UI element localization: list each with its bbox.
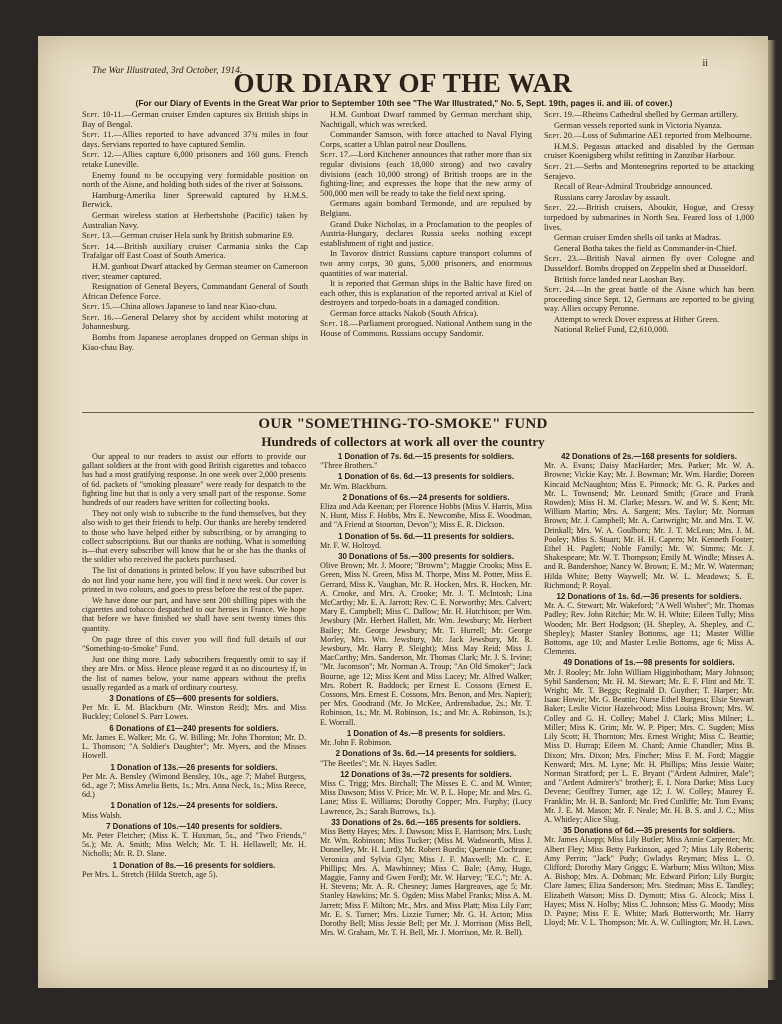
diary-entry-text: German cruiser Emden shells oil tanks at Madras. — [554, 233, 721, 243]
donation-heading: 2 Donations of 3s. 6d.—14 presents for soldiers. — [335, 749, 517, 759]
diary-entry — [320, 279, 532, 308]
fund-donations-1 — [82, 694, 306, 879]
diary-entry — [82, 191, 308, 210]
donation-group — [544, 826, 754, 927]
fund-intro-paragraph: We have done our part, and have sent 200 shilling pipes with the cigarettes and tobacco despatched to our heroes in France. We hope that before we have finished we shall have sent twenty times this quantity. — [82, 596, 306, 633]
donor-names: Mr. James E. Walker; Mr. G. W. Billing; Mr. John Thornton; Mr. D. L. Thomson; "A Soldier's Daughter"; Mr. Myers, and the Misses Howell. — [82, 732, 306, 761]
diary-entry — [320, 199, 532, 218]
diary-entry-text: —General Delarey shot by accident whilst motoring at Johannesburg. — [82, 312, 308, 332]
diary-column-2 — [320, 110, 532, 340]
donor-names: "The Beetles"; Mr. N. Hayes Sadler. — [320, 758, 438, 768]
donor-names: Miss C. Trigg; Mrs. Birchall; The Misses E. C. and M. Winter; Miss Dawson; Miss V. Price; Mr. W. P. L. Hope; Mr. and Mrs. G. Lane; Miss E. Williams; Dorothy Copper; Mrs. Furphy; (Lucy Lawrence, 2s.; Sarah Burrows, 1s.). — [320, 778, 532, 816]
diary-entry-text: —British cruisers, Aboukir, Hogue, and Cressy torpedoed by submarines in North Sea. Feared loss of 1,000 lives. — [544, 203, 755, 232]
donation-heading: 2 Donations of 6s.—24 presents for soldiers. — [342, 492, 510, 502]
diary-entry-date: Sept. 19. — [544, 110, 574, 119]
diary-entry-text: Resignation of General Beyers, Commandant General of South African Defence Force. — [82, 282, 308, 301]
donation-group — [320, 452, 532, 470]
donor-names: Miss Walsh. — [82, 810, 122, 820]
fund-column-3 — [544, 452, 754, 929]
fund-column-1 — [82, 452, 306, 881]
diary-entry-text: German wireless station at Herbertshohe (Pacific) taken by Australian Navy. — [82, 210, 308, 230]
diary-entry-date: Sept. 23. — [544, 254, 579, 264]
diary-entry-text: Grand Duke Nicholas, in a Proclamation to the peoples of Austria-Hungary, declares Russia seeks nothing except establishment of right and justice. — [320, 219, 532, 248]
donor-names: Mr. A. Evans; Daisy MacHarder; Mrs. Parker; Mr. W. A. Browne; Vickie Kay; Mr. J. Bowman; Mr. Wm. Hardie; Doreen Kincaid McNaughton; Miss E. Pinnock; Mr. G. R. Parkes and Mr. L. Townsend; Mr. Leonard Smith; (Grace and Frank Rowden); Miss H. M. Clarke; Messrs. W. and W. S. Kent; Mr. William Martin; Mrs. A. Sargent; Mrs. Taylor; Mr. Norman Brown; Mr. J. Campbell; Mr. A. Cartwright; Mr. and Mrs. T. W. Drinkall; Mrs. W. A. Goulborn; Mr. J. T. McLean; Mrs. J. M. Pooley; Miss S. Stuart; Mr. H. H. Capern; Mr. Kenneth Foster; Ethel H. Paglett; Noble Family; Mr. W. Simms; Mr. J. Shakespeare; Mr. W. T. Thompson; Emily M. Windle; Misses A. and R. Bandershoe; Nancy W. Brown; E. M.; Mr. W. Waterman; Hilda White; Betty Waywell; Mr. W. L. Meadows; S. E. Richmond; P. Royal. — [544, 461, 754, 590]
diary-entry — [82, 282, 308, 301]
diary-entry — [544, 315, 754, 325]
donor-names: Olive Brown; Mr. J. Moore; "Browns"; Maggie Crooks; Miss E. Green, Miss N. Green, Miss M. Thorpe, Miss M. Potter, Miss E. Gerrard, Miss K. Vaughan, Mr. R. Hocken, Mrs. R. Hocken, Mr. A. Crooke, and Mrs. A. Crooke; Mr. J. T. McIntosh; Lina McCarthy; Mr. E. A. Jarrott; Rev. C. E. Norworthy; Mrs. Calvert; Mary E. Campbell; Miss C. Dallow; Mr. H. Hutchison; per Wm. Jewsbury (Mr. Herbert Hallett, Mr. Wm. Jewsbury; Mr. Herbert Bailey; Mr. George Jewsbury; Mr. T. Hurrell; Mr. George Morley, Mrs. Wm. Jewsbury, Mr. Jack Jewsbury, Mr. R. Jewsbury, Mr. Harry P. Sleight); Miss May Reid; Miss J. MacCarthy; Mrs. Sanderson, Mr. Thomas Clark; Mr. J. S. Irvine; "Mr. Jacomson"; Mr. Norman A. Troup; "An Old Smoker"; Jack Bourne, age 12; Miss Kent and Miss Lacey; Mr. Alfred Walker; Mrs. Robert R. Baddock; per Ernest E. Cossons (Ernest E. Cossons, Mrs. Ernest E. Cossons, Mrs. Benon, and Mrs. Napier); per Mrs. Goodrand (Mr. Jo McKee, Ardrensbadue, 2s.; Mr. T. Robinson, 1s.; Mr. M. Robinson, 1s.; and Mr. A. Robinson, 1s.); E. Worrall. — [320, 561, 532, 727]
donation-group — [82, 801, 306, 819]
diary-entry — [544, 142, 754, 161]
donor-names: Mr. A. C. Stewart; Mr. Wakeford; "A Well Wisher"; Mr. Thomas Padley; Rev. John Ritchie; Mr. W. H. White; Eileen Tully; Miss Wooden; Mr. Bert Hodgson; (H. Shepley, A. Shepley, and C. Shepley); Master Stanley Bottoms, age 11; Master Willie Bottoms, age 10; and Master Leslie Bottoms, age 6; Miss A. Clements. — [544, 601, 754, 657]
diary-entry — [544, 244, 754, 254]
diary-entry — [544, 233, 754, 243]
donor-names: Mr. John F. Robinson. — [320, 738, 392, 748]
donation-group — [320, 770, 532, 816]
diary-entry-text: —Serbs and Montenegrins reported to be attacking Serajevo. — [544, 161, 754, 181]
fund-title: OUR "SOMETHING-TO-SMOKE" FUND — [258, 416, 548, 432]
diary-entry — [82, 242, 308, 261]
diary-entry-date: Sept. 15. — [82, 302, 112, 312]
diary-entry-date: Sept. 17. — [320, 150, 351, 160]
donor-names: Mr. Wm. Blackburn. — [320, 481, 388, 491]
donation-group — [320, 552, 532, 727]
diary-entry — [82, 130, 308, 149]
fund-intro — [82, 452, 306, 692]
fund-intro-paragraph: They not only wish to subscribe to the fund themselves, but they also wish to get their friends to help. Our thanks are hereby tendered to those who have helped either by subscribing, or by arranging to collect subscriptions. But our thanks are nothing. What is something is—that every subscriber will know that he or she has the thanks of the soldier who received the packets purchased. — [82, 509, 306, 565]
diary-entry-text: German force attacks Nakob (South Africa). — [330, 308, 479, 318]
diary-entry — [82, 211, 308, 230]
diary-entry-text: —British Naval airmen fly over Cologne and Dusseldorf. Bombs dropped on Zeppelin shed at Dusseldorf. — [544, 254, 755, 273]
diary-entry-text: Russians carry Jaroslav by assault. — [554, 192, 671, 202]
donor-names: Per Mr. E. M. Blackburn (Mr. Winston Reid); Mrs. and Miss Buckley; Colonel S. Parr Lowes. — [82, 703, 306, 722]
diary-entry-date: Sept. 10-11. — [82, 110, 124, 119]
fund-column-2 — [320, 452, 532, 939]
diary-entry-text: —German cruiser Hela sunk by British submarine E9. — [111, 231, 294, 241]
donation-heading: 12 Donations of 3s.—72 presents for soldiers. — [340, 769, 512, 779]
diary-entry-text: British force landed near Laoshan Bay. — [554, 274, 685, 284]
donation-group — [82, 694, 306, 722]
diary-entry-text: —Allies capture 6,000 prisoners and 160 guns. French retake Luneville. — [82, 150, 308, 169]
diary-entry — [320, 220, 532, 249]
diary-entry-date: Sept. 24. — [544, 285, 576, 295]
diary-entry-text: German vessels reported sunk in Victoria Nyanza. — [554, 120, 722, 130]
diary-entry-date: Sept. 13. — [82, 231, 112, 241]
diary-entry-text: Attempt to wreck Dover express at Hither Green. — [554, 314, 720, 324]
diary-subtitle: (For our Diary of Events in the Great War prior to September 10th see "The War Illustrated," No. 5, Sept. 19th, pages ii. and iii. of cover.) — [135, 98, 673, 108]
diary-entry-date: Sept. 12. — [82, 150, 114, 160]
donation-group — [320, 493, 532, 530]
diary-entry — [82, 302, 308, 312]
diary-entry-text: National Relief Fund, £2,610,000. — [554, 325, 669, 335]
diary-entry — [544, 193, 754, 203]
diary-entry-date: Sept. 14. — [82, 241, 116, 251]
diary-entry — [82, 171, 308, 190]
donation-heading: 7 Donations of 10s.—140 presents for soldiers. — [106, 821, 282, 831]
donor-names: Mr. J. Rooley; Mr. John William Higginbotham; Mary Johnson; Sybil Sanderson; Mr. H. M. Stewart; Mr. E. F. Flint and Mr. T. Wright; Mr. T. Beggs; Reginald D. Guyther; T. Harper; Mr. Isaac Howie; Mr. G. Beattie; Nurse Ethel Burgess; Elsie Stewart Baker; Leslie Victor Hazelwood; Miss Louisa Brown; Mrs. W. Colley and G. H. Colley; Mabel J. Clark; Miss Milner; L. Miller; Miss K. Grim; Mr. W. P. Piper; Mrs. C. Sugden; Miss Lily Scott; H. Thornton; Mrs. Ernest Wright; Miss C. Beattie; Miss D. Hurrap; Eileen M. Chard; Annie Chandler; Miss B. Dixon; Mrs. Dixon; Mrs. Fincher; Miss F. M. Ford; Maggie Kenward; Mrs. M. Lyne; Mr. H. Phillips; Miss Jessie Waite; Norman Stratford; per L. E. Bryant ("Ardent Admirer, Male"; and "Ardent Admirer's" brother); E. I. Nora Darke; Miss Lucy Devene; Geoffrey Turner, age 12; J. W. Colley; Maurey E. Franklin; Mr. H. B. Sanford; Mr. Fred Cunliffe; Mr. Tom Evans; Mr. J. E. M. Mason; Mr. F. Neale; Mr. H. B. S. and J. C.; Miss A. Whitley; Alice Slug. — [544, 667, 754, 824]
diary-entry — [544, 275, 754, 285]
donation-heading: 33 Donations of 2s. 6d.—165 presents for soldiers. — [331, 817, 521, 827]
diary-entry — [82, 333, 308, 352]
diary-entry — [82, 110, 308, 129]
diary-entry — [544, 162, 754, 181]
diary-entry-date: Sept. 20. — [544, 131, 574, 141]
diary-entry-text: Recall of Rear-Admiral Troubridge announced. — [554, 182, 713, 192]
donation-heading: 12 Donations of 1s. 6d.—36 presents for soldiers. — [556, 592, 742, 602]
diary-entry — [320, 249, 532, 278]
diary-entry-text: General Botha takes the field as Commander-in-Chief. — [554, 243, 737, 253]
diary-entry — [82, 262, 308, 281]
diary-entry-text: —Parliament prorogued. National Anthem sung in the House of Commons. Russians occupy Sandomir. — [320, 319, 532, 339]
diary-entry-date: Sept. 16. — [82, 312, 114, 322]
diary-entry — [320, 319, 532, 338]
donation-heading: 1 Donation of 6s. 6d.—13 presents for soldiers. — [337, 472, 515, 482]
diary-entry-date: Sept. 18. — [320, 319, 351, 329]
fund-intro-paragraph: Our appeal to our readers to assist our efforts to provide our gallant soldiers at the front with good British cigarettes and tobacco has had a most gratifying response. In one week over 2,000 presents of 6d. packets of "smoking pleasure" were ready for despatch to the fighting line but that is only a very small part of the response. Some hundreds of our readers have written for collecting books. — [82, 452, 306, 508]
donor-names: Per Mr. A. Bensley (Wimond Bensley, 10s., age 7; Mabel Burgess, 6d., age 7; Miss Amelia Betts, 1s.; Mrs. Anna Neck, 1s.; Miss Reece, 6d.) — [82, 771, 306, 800]
diary-entry-text: In Tavorov district Russians capture transport columns of two army corps, 30 guns, 5,000 prisoners, and enormous quantities of war material. — [320, 249, 532, 278]
diary-entry-text: H.M.S. Pegasus attacked and disabled by the German cruiser Koenigsberg whilst refitting in Zanzibar Harbour. — [544, 141, 754, 161]
donation-heading: 49 Donations of 1s.—98 presents for soldiers. — [563, 658, 735, 668]
donation-group — [320, 818, 532, 938]
donation-heading: 1 Donation of 8s.—16 presents for soldiers. — [112, 860, 276, 870]
diary-entry — [544, 110, 754, 120]
diary-column-1 — [82, 110, 308, 353]
fund-intro-paragraph: Just one thing more. Lady subscribers frequently omit to say if they are Mrs. or Miss. Hence please regard it as no discourtesy if, in the list of names below, your name appears without the prefix usually regarded as a mark of ordinary courtesy. — [82, 655, 306, 692]
diary-entry — [82, 231, 308, 241]
diary-entry-text: H.M. Gunboat Dwarf rammed by German merchant ship, Nachtigall, which was wrecked. — [320, 110, 532, 129]
diary-entry — [320, 309, 532, 319]
diary-entry-text: —Allies reported to have advanced 37¾ miles in four days. Servians reported to have captured Semlin. — [82, 130, 309, 149]
donation-group — [320, 729, 532, 747]
diary-column-3 — [544, 110, 754, 336]
diary-entry-text: —China allows Japanese to land near Kiao-chau. — [111, 302, 277, 312]
donation-group — [544, 592, 754, 656]
donation-group — [544, 452, 754, 590]
donor-names: "Three Brothers." — [320, 461, 378, 471]
donation-heading: 1 Donation of 12s.—24 presents for soldiers. — [110, 801, 278, 811]
donor-names: Per Mrs. L. Stretch (Hilda Stretch, age 5). — [82, 869, 218, 879]
diary-entry-date: Sept. 22. — [544, 203, 578, 213]
diary-entry — [82, 313, 308, 332]
diary-entry-text: Hamburg-Amerika liner Spreewald captured by H.M.S. Berwick. — [82, 190, 308, 210]
donation-heading: 35 Donations of 6d.—35 presents for soldiers. — [563, 826, 735, 836]
diary-entry-date: Sept. 11. — [82, 130, 114, 140]
diary-entry-text: It is reported that German ships in the Baltic have fired on each other, this is explanation of the reported arrival at Kiel of destroyers and torpedo-boats in a damaged condition. — [320, 279, 532, 308]
donor-names: Eliza and Ada Keenan; per Florence Hobbs (Miss V. Harris, Miss N. Hunt, Miss F. Hobbs, Mrs E. Newcombe, Miss E. Woodman, and "A Friend at Stourton, Devon"); Miss E. R. Dickson. — [320, 502, 532, 530]
diary-entry — [320, 150, 532, 198]
donation-group — [82, 861, 306, 879]
diary-entry — [544, 325, 754, 335]
diary-entry-text: —Lord Kitchener announces that rather more than six regular divisions (each 18,000 strong) and two cavalry divisions (each 10,000 strong) of British troops are in the fighting-line; and expresses the hope that the new army of 500,000 men will be ready to take the field next spring. — [320, 150, 532, 198]
donation-heading: 1 Donation of 13s.—26 presents for soldiers. — [110, 762, 278, 772]
donation-heading: 42 Donations of 2s.—168 presents for soldiers. — [561, 452, 737, 461]
fund-subtitle: Hundreds of collectors at work all over the country — [261, 434, 545, 449]
donation-group — [82, 724, 306, 761]
diary-entry-date: Sept. 21. — [544, 161, 576, 171]
diary-entry-text: H.M. gunboat Dwarf attacked by German steamer on Cameroon river; steamer captured. — [82, 261, 308, 281]
diary-entry — [544, 182, 754, 192]
newspaper-page — [38, 36, 768, 988]
donation-heading: 3 Donations of £5—600 presents for soldiers. — [109, 694, 279, 704]
donation-group — [320, 749, 532, 767]
diary-entry-text: —British auxiliary cruiser Carmania sinks the Cap Trafalgar off East Coast of South America. — [82, 241, 308, 261]
page-number: ii — [702, 58, 708, 69]
diary-entry-text: Commander Samson, with force attached to Naval Flying Corps, scatter a Uhlan patrol near Doullens. — [320, 130, 532, 149]
diary-entry — [544, 131, 754, 141]
diary-entry-text: Germans again bombard Termonde, and are repulsed by Belgians. — [320, 199, 532, 218]
diary-entry — [544, 121, 754, 131]
donation-group — [320, 472, 532, 490]
diary-entry — [544, 285, 754, 314]
donation-heading: 1 Donation of 7s. 6d.—15 presents for soldiers. — [337, 452, 515, 461]
donation-heading: 1 Donation of 4s.—8 presents for soldiers. — [346, 728, 506, 738]
diary-entry — [544, 203, 754, 232]
fund-intro-paragraph: On page three of this cover you will find full details of our "Something-to-Smoke" Fund. — [82, 634, 306, 654]
donation-heading: 1 Donation of 5s. 6d.—11 presents for soldiers. — [338, 531, 514, 541]
donor-names: Mr. Peter Fletcher; (Miss K. T. Huxman, 5s., and "Two Friends," 5s.); Mr. A. Smith; Miss Welch; Mr. T. H. Hellawell; Mr. H. Nicholls; Mr. R. D. Slane. — [82, 830, 306, 859]
diary-entry — [544, 254, 754, 273]
donor-names: Miss Betty Hayes; Mrs. J. Dawson; Miss E. Harrison; Mrs. Lush; Mr. Wm. Robinson; Miss Tucker; (Miss M. Wadsworth, Miss J. Donnelley, Mr. H. Lord); Mr. Robert Burdis; Quennie Cochrane; Veronica and Sylvia Glyn; Miss J. F. Maxwell; Mr. C. E. Phillips; Mrs. A. Mawhinney; Miss C. Bale; (Amy, Hugo, Maggie, Fanny and Gwen Ford); Mr. W. Harvey; "E.C."; Mr. A. H. Stevens; Mr. A. R. Chesney; James Hargreaves, age 5; Mr. Stanley Hawkins; Mr. S. Ogden; Miss Mabel Franks; Miss A. M. Jarrett; Miss F. Milton; Mr., Mrs. and Miss Platt; Miss Lily Farr; Mr. E. S. Turner; Mrs. Lizzie Turner; Mr. G. H. Acton; Miss Dorothy Bell; Miss Jessie Bell; per Mr. J. Morrison (Miss Bell, Mrs. W. Graham, Mr. T. H. Bell, Mr. J. Morrison, Mr. R. Bell). — [320, 826, 532, 938]
diary-entry-text: —German cruiser Emden captures six British ships in Bay of Bengal. — [82, 110, 308, 129]
donation-group — [82, 822, 306, 859]
diary-entry-text: Enemy found to be occupying very formidable position on north of the Aisne, and holding both sides of the river at Soissons. — [82, 170, 308, 190]
fund-intro-paragraph: The list of donations is printed below. If you have subscribed but do not find your name here, you will find it next week. Our cover is printed in two colours, and goes to press before the rest of the paper. — [82, 566, 306, 594]
diary-entry-text: —Rheims Cathedral shelled by German artillery. — [573, 110, 739, 119]
masthead: The War Illustrated, 3rd October, 1914. — [92, 66, 243, 76]
donor-names: Mr. F. W. Holroyd. — [320, 540, 382, 550]
diary-entry — [320, 110, 532, 129]
diary-entry — [82, 150, 308, 169]
donation-group — [544, 658, 754, 824]
donation-heading: 30 Donations of 5s.—300 presents for soldiers. — [338, 552, 514, 562]
donation-heading: 6 Donations of £1—240 presents for soldiers. — [109, 723, 279, 733]
diary-entry-text: —Loss of Submarine AE1 reported from Melbourne. — [573, 131, 752, 141]
donor-names: Mr. James Alsopp; Miss Lily Butler; Miss Annie Carpenter; Mr. Albert Fley; Miss Betty Parkinson, aged 7; Miss Lily Roberts; Amy Perrin; "Jack" Pudy; Gwladys Reyman; Miss L. O. Clifford; Dorothy Mary Griggs; E. Warburn; Miss Wilton; Miss A. Bishop; Mrs. A. Dobman; Mr. Edward Pirlon; Lily Burgis; Clare James; Eliza Sanderson; Mrs. Stedman; Miss E. Tandley; Elizabeth Watson; Miss D. Dymott; Miss G. Alcock; Miss I. Hayes; Miss N. Holby; Miss C. Johnson; Miss G. Moody; Miss D. Payne; Miss F. E. White; Mark Butterworth; Mr. Harry Lloyd; Mr. V. L. Thompson; Mr. A. W. Cullington; Mr. H. Laws. — [544, 835, 754, 928]
donation-group — [82, 763, 306, 800]
diary-entry — [320, 130, 532, 149]
diary-entry-text: —In the great battle of the Aisne which has been proceeding since Sept. 12, Germans are reported to be giving way. Allies occupy Peronne. — [544, 285, 754, 314]
diary-title: OUR DIARY OF THE WAR — [233, 68, 573, 98]
diary-entry-text: Bombs from Japanese aeroplanes dropped on German ships in Kiao-chau Bay. — [82, 333, 308, 352]
section-divider — [82, 412, 754, 413]
donation-group — [320, 532, 532, 550]
